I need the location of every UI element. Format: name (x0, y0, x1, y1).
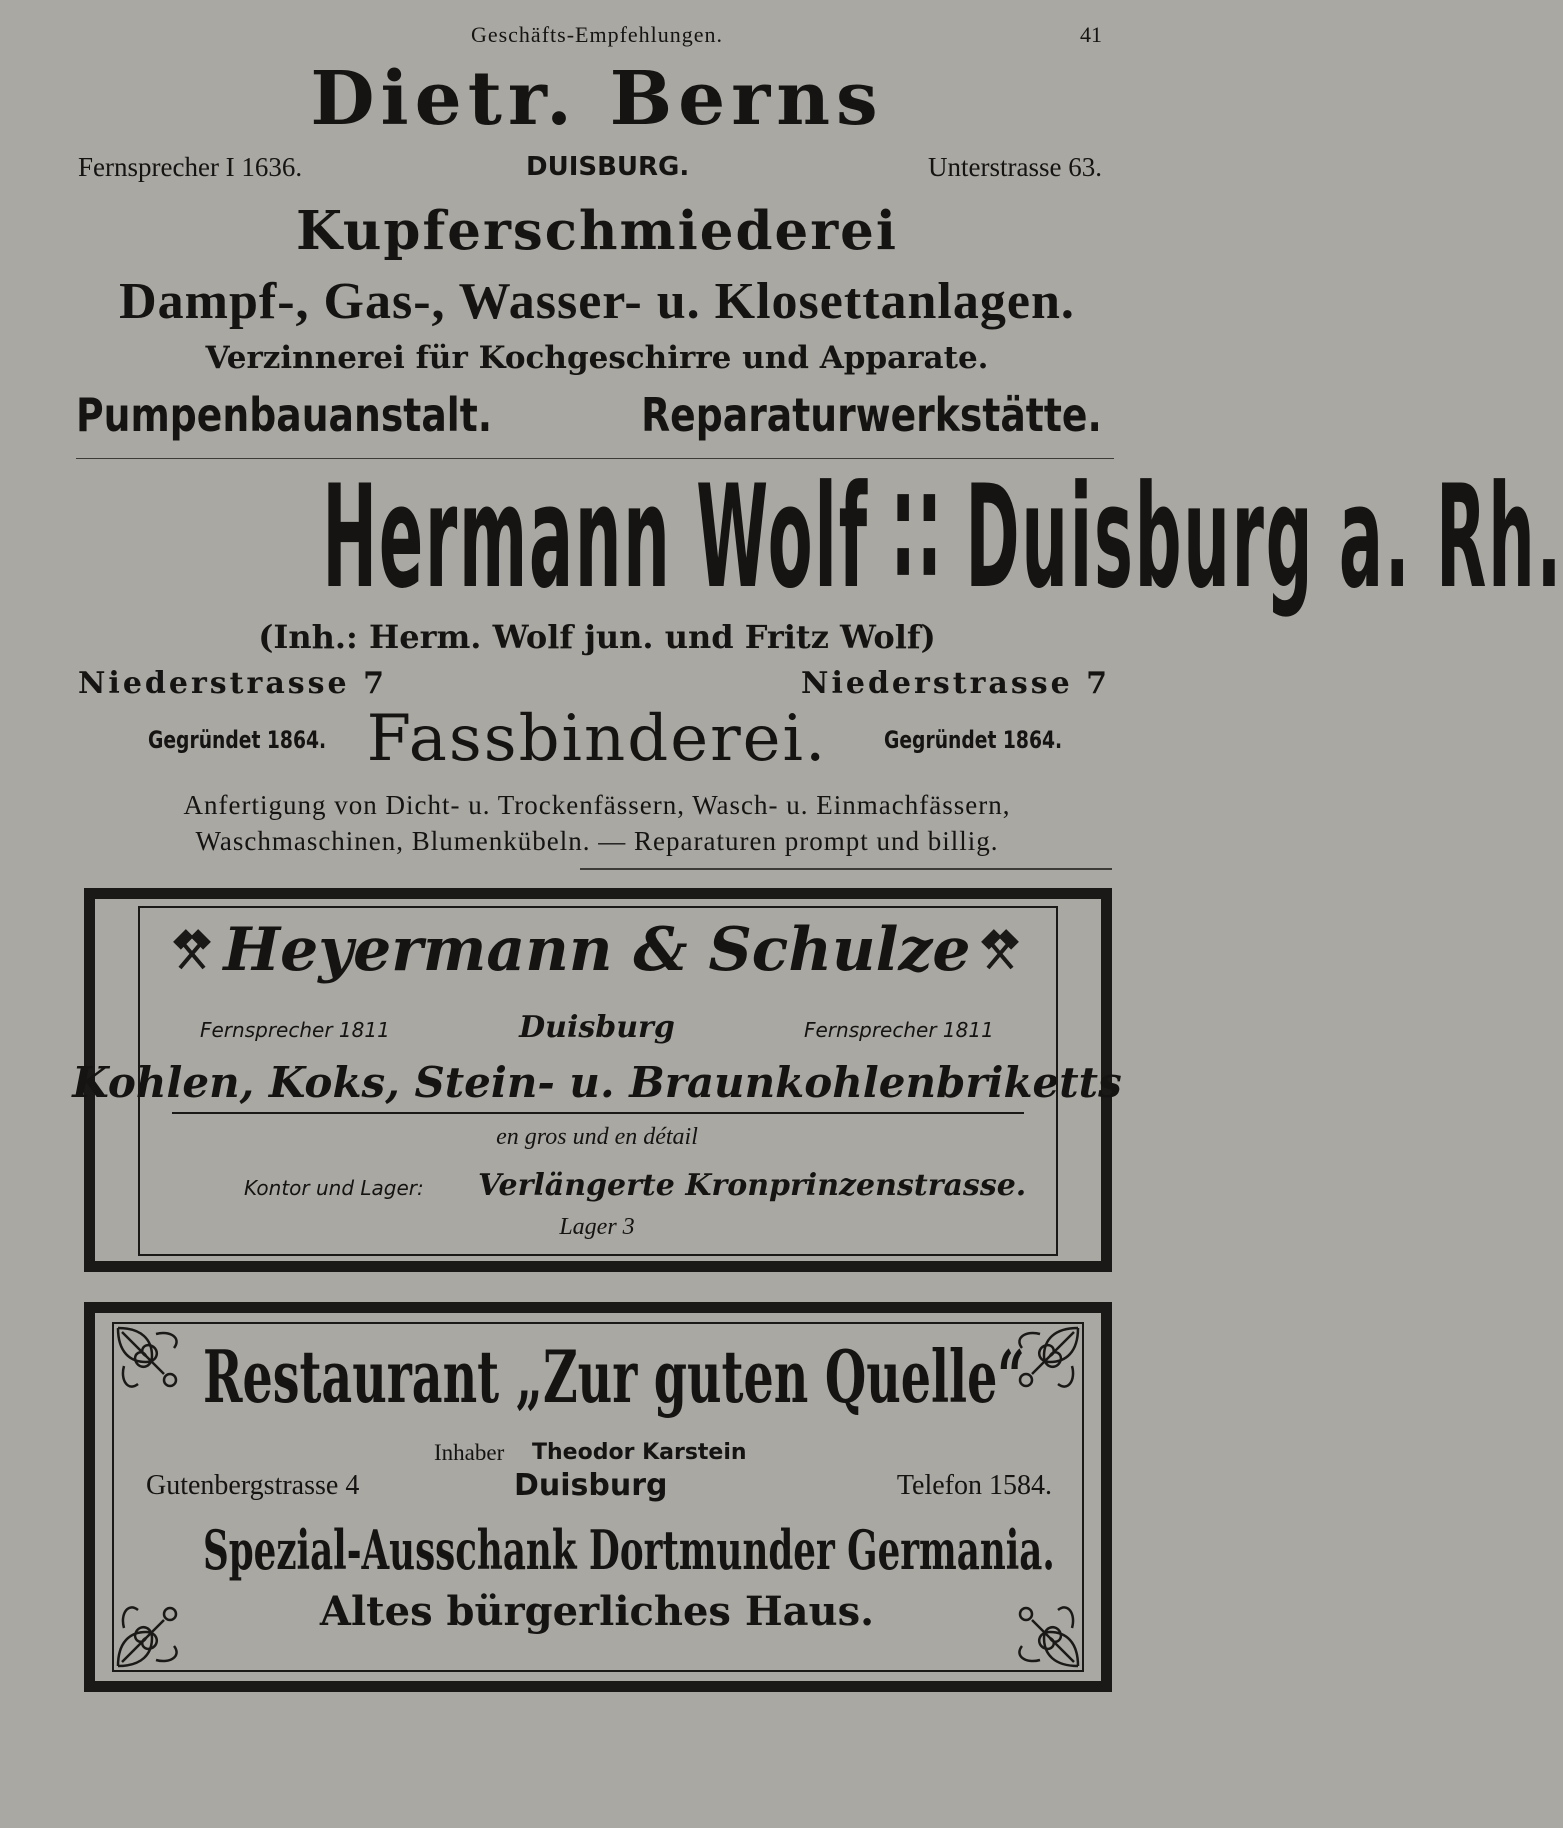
berns-pump-workshop: Pumpenbauanstalt. (76, 388, 493, 442)
restaurant-special-offer: Spezial-Ausschank Dortmunder Germania. (202, 1518, 1055, 1582)
divider-rule (580, 868, 1112, 870)
restaurant-name: Restaurant „Zur guten Quelle“ (202, 1334, 1025, 1419)
heyermann-phone-left: Fernsprecher 1811 (200, 1018, 390, 1042)
wolf-founded-right: Gegründet 1864. (884, 726, 1063, 754)
heyermann-lager: Lager 3 (559, 1214, 635, 1240)
wolf-description-line: Anfertigung von Dicht- u. Trockenfässern, Wasch- u. Einmachfässern, (183, 790, 1011, 820)
wolf-company-name: Hermann Wolf ∷ Duisburg a. Rh. (322, 455, 1563, 620)
restaurant-owner-label: Inhaber (434, 1440, 505, 1465)
restaurant-city: Duisburg (514, 1468, 668, 1503)
wolf-owners: (Inh.: Herm. Wolf jun. und Fritz Wolf) (258, 618, 936, 656)
corner-ornament-icon (112, 1322, 198, 1408)
berns-company-name: Dietr. Berns (310, 56, 884, 142)
berns-repair-workshop: Reparaturwerkstätte. (641, 388, 1102, 442)
berns-tinning: Verzinnerei für Kochgeschirre und Apparate. (205, 340, 989, 376)
restaurant-street: Gutenbergstrasse 4 (146, 1470, 360, 1501)
divider-rule (172, 1112, 1024, 1114)
berns-street: Unterstrasse 63. (928, 152, 1102, 182)
berns-city: DUISBURG. (526, 152, 690, 182)
heyermann-phone-right: Fernsprecher 1811 (804, 1018, 994, 1042)
restaurant-phone: Telefon 1584. (896, 1470, 1052, 1501)
heyermann-products: Kohlen, Koks, Stein- u. Braunkohlenbriketts (72, 1058, 1122, 1107)
wolf-street-right: Niederstrasse 7 (801, 666, 1110, 701)
heyermann-company-name: Heyermann & Schulze (223, 915, 971, 985)
heyermann-city: Duisburg (519, 1010, 675, 1045)
heyermann-trade-type: en gros und en détail (496, 1124, 698, 1150)
wolf-trade: Fassbinderei. (366, 702, 828, 776)
restaurant-owner-name: Theodor Karstein (532, 1440, 747, 1465)
berns-trade: Kupferschmiederei (295, 200, 899, 262)
heyermann-office-label: Kontor und Lager: (244, 1176, 424, 1200)
page-number: 41 (1080, 22, 1102, 47)
wolf-description-line: Waschmaschinen, Blumenkübeln. — Reparaturen prompt und billig. (195, 826, 999, 856)
wolf-street-left: Niederstrasse 7 (78, 666, 387, 701)
heyermann-office-address: Verlängerte Kronprinzenstrasse. (478, 1168, 1027, 1203)
berns-services: Dampf-, Gas-, Wasser- u. Klosettanlagen. (119, 273, 1075, 330)
wolf-founded-left: Gegründet 1864. (148, 726, 327, 754)
restaurant-tagline: Altes bürgerliches Haus. (319, 1588, 875, 1635)
running-head: Geschäfts-Empfehlungen. (470, 22, 724, 47)
berns-phone: Fernsprecher I 1636. (78, 152, 303, 182)
